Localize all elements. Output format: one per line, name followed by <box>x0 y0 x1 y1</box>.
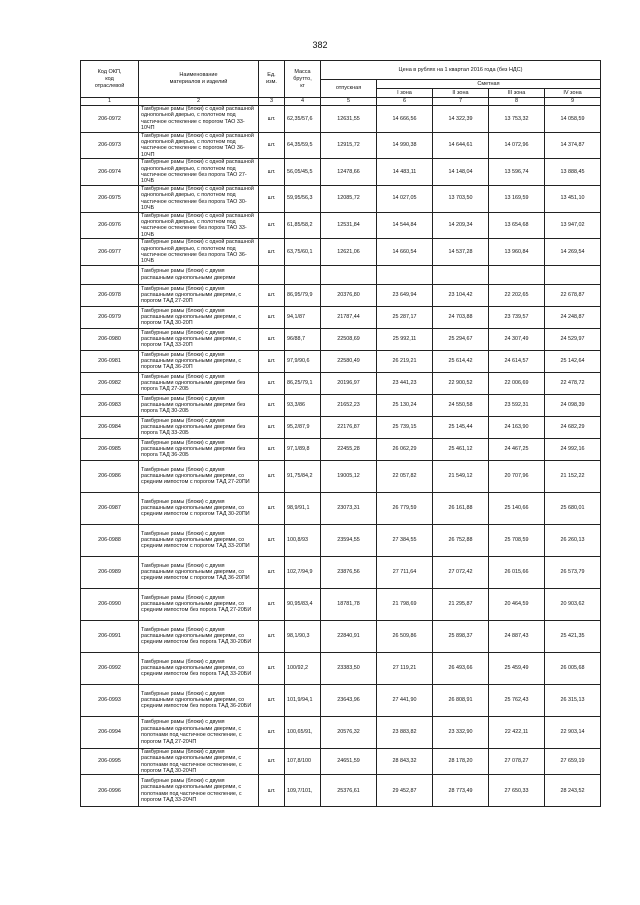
header-zone-1: I зона <box>377 89 433 98</box>
cell-zone-3: 24 887,43 <box>489 620 545 652</box>
col-number: 2 <box>139 98 259 106</box>
cell-name: Тамбурные рамы (блоки) с двумя распашными однопольными дверями, с порогом ТАД 27-20П <box>139 284 259 306</box>
cell-zone-1: 27 711,64 <box>377 556 433 588</box>
table-row <box>81 265 601 284</box>
cell-unit: шт. <box>259 106 285 133</box>
cell-zone-4 <box>545 265 601 284</box>
cell-mass: 101,9/94,1 <box>285 684 321 716</box>
cell-release-price: 19005,12 <box>321 460 377 492</box>
cell-code: 206-0988 <box>81 524 139 556</box>
cell-mass: 95,2/87,9 <box>285 416 321 438</box>
col-number: 5 <box>321 98 377 106</box>
cell-code: 206-0977 <box>81 239 139 266</box>
cell-zone-1: 14 483,11 <box>377 159 433 186</box>
cell-zone-1 <box>377 265 433 284</box>
cell-release-price: 22840,91 <box>321 620 377 652</box>
header-estimate-price: Сметная <box>377 80 601 89</box>
cell-zone-2: 23 104,42 <box>433 284 489 306</box>
cell-unit: шт. <box>259 492 285 524</box>
cell-zone-4: 24 529,97 <box>545 328 601 350</box>
cell-code: 206-0973 <box>81 132 139 159</box>
cell-zone-1: 22 057,82 <box>377 460 433 492</box>
cell-zone-3: 13 596,74 <box>489 159 545 186</box>
cell-zone-2: 14 148,04 <box>433 159 489 186</box>
cell-zone-1: 14 544,84 <box>377 212 433 239</box>
cell-code: 206-0989 <box>81 556 139 588</box>
cell-zone-1: 21 798,69 <box>377 588 433 620</box>
cell-zone-4: 25 421,35 <box>545 620 601 652</box>
cell-release-price: 22176,87 <box>321 416 377 438</box>
cell-unit: шт. <box>259 588 285 620</box>
header-release-price: отпускная <box>321 80 377 98</box>
cell-zone-4: 20 903,62 <box>545 588 601 620</box>
col-number: 6 <box>377 98 433 106</box>
cell-release-price: 21787,44 <box>321 306 377 328</box>
cell-code <box>81 265 139 284</box>
cell-zone-2: 28 773,49 <box>433 775 489 807</box>
header-zone-4: IV зона <box>545 89 601 98</box>
cell-zone-3: 13 169,59 <box>489 185 545 212</box>
cell-zone-2: 23 332,90 <box>433 716 489 748</box>
cell-unit: шт. <box>259 284 285 306</box>
cell-zone-1: 26 509,86 <box>377 620 433 652</box>
cell-zone-3: 22 422,11 <box>489 716 545 748</box>
table-row <box>81 159 601 186</box>
cell-unit: шт. <box>259 185 285 212</box>
table-row <box>81 306 601 328</box>
cell-zone-2: 26 808,91 <box>433 684 489 716</box>
cell-unit <box>259 265 285 284</box>
col-number: 9 <box>545 98 601 106</box>
cell-zone-3: 25 762,43 <box>489 684 545 716</box>
table-row <box>81 185 601 212</box>
cell-zone-1: 26 062,29 <box>377 438 433 460</box>
cell-release-price: 12915,72 <box>321 132 377 159</box>
cell-code: 206-0984 <box>81 416 139 438</box>
cell-mass: 94,1/87 <box>285 306 321 328</box>
cell-zone-1: 23 649,94 <box>377 284 433 306</box>
table-row <box>81 372 601 394</box>
cell-mass: 59,95/56,3 <box>285 185 321 212</box>
cell-zone-4: 24 248,87 <box>545 306 601 328</box>
cell-code: 206-0990 <box>81 588 139 620</box>
cell-code: 206-0987 <box>81 492 139 524</box>
cell-release-price: 22455,28 <box>321 438 377 460</box>
cell-code: 206-0993 <box>81 684 139 716</box>
cell-code: 206-0972 <box>81 106 139 133</box>
cell-code: 206-0995 <box>81 748 139 775</box>
cell-code: 206-0994 <box>81 716 139 748</box>
cell-unit: шт. <box>259 306 285 328</box>
header-zone-3: III зона <box>489 89 545 98</box>
cell-zone-3: 22 006,69 <box>489 372 545 394</box>
cell-zone-3: 27 078,27 <box>489 748 545 775</box>
cell-name: Тамбурные рамы (блоки) с двумя распашными однопольными дверями без порога ТАД 36-20Б <box>139 438 259 460</box>
table-row <box>81 106 601 133</box>
cell-zone-4: 25 142,64 <box>545 350 601 372</box>
table-row <box>81 328 601 350</box>
cell-zone-4: 22 903,14 <box>545 716 601 748</box>
cell-zone-2: 22 900,52 <box>433 372 489 394</box>
cell-zone-2 <box>433 265 489 284</box>
table-row <box>81 239 601 266</box>
cell-name: Тамбурные рамы (блоки) с одной распашной однопольной дверью, с полотном под частичное остекление без порога ТАО 27-10ЧБ <box>139 159 259 186</box>
cell-zone-3: 25 459,49 <box>489 652 545 684</box>
cell-name: Тамбурные рамы (блоки) с двумя распашными однопольными дверями без порога ТАД 27-20Б <box>139 372 259 394</box>
cell-zone-4: 14 374,87 <box>545 132 601 159</box>
page-number: 382 <box>312 40 328 50</box>
cell-mass: 100/92,2 <box>285 652 321 684</box>
cell-mass: 100,8/93 <box>285 524 321 556</box>
cell-release-price: 23594,55 <box>321 524 377 556</box>
cell-zone-2: 24 550,58 <box>433 394 489 416</box>
cell-release-price: 12531,84 <box>321 212 377 239</box>
cell-unit: шт. <box>259 239 285 266</box>
cell-name: Тамбурные рамы (блоки) с двумя распашными однопольными дверями, с полотнами под частичное остекление, с порогом ТАД 27-20ЧП <box>139 716 259 748</box>
cell-code: 206-0986 <box>81 460 139 492</box>
cell-zone-2: 25 294,67 <box>433 328 489 350</box>
cell-unit: шт. <box>259 460 285 492</box>
cell-zone-3: 13 654,68 <box>489 212 545 239</box>
cell-mass: 61,85/58,2 <box>285 212 321 239</box>
cell-unit: шт. <box>259 716 285 748</box>
cell-zone-3: 23 592,31 <box>489 394 545 416</box>
cell-zone-1: 25 130,24 <box>377 394 433 416</box>
cell-zone-1: 23 883,82 <box>377 716 433 748</box>
cell-zone-3: 26 015,66 <box>489 556 545 588</box>
table-row <box>81 492 601 524</box>
col-number: 7 <box>433 98 489 106</box>
cell-mass: 97,1/89,8 <box>285 438 321 460</box>
cell-zone-3: 20 464,59 <box>489 588 545 620</box>
cell-unit: шт. <box>259 556 285 588</box>
table-row <box>81 212 601 239</box>
cell-name: Тамбурные рамы (блоки) с двумя распашными однопольными дверями, со средним импостом без порога ТАД 27-20БИ <box>139 588 259 620</box>
table-row <box>81 652 601 684</box>
cell-mass: 102,7/94,9 <box>285 556 321 588</box>
cell-unit: шт. <box>259 652 285 684</box>
cell-code: 206-0985 <box>81 438 139 460</box>
cell-name: Тамбурные рамы (блоки) с двумя распашными однопольными дверями, со средним импостом с порогом ТАД 27-20ПИ <box>139 460 259 492</box>
cell-zone-1: 26 219,21 <box>377 350 433 372</box>
table-row <box>81 620 601 652</box>
cell-unit: шт. <box>259 416 285 438</box>
cell-unit: шт. <box>259 159 285 186</box>
cell-zone-2: 27 072,42 <box>433 556 489 588</box>
cell-zone-1: 27 441,90 <box>377 684 433 716</box>
cell-zone-4: 13 947,02 <box>545 212 601 239</box>
cell-release-price: 20196,97 <box>321 372 377 394</box>
cell-release-price: 25376,61 <box>321 775 377 807</box>
cell-zone-3: 24 307,49 <box>489 328 545 350</box>
cell-name: Тамбурные рамы (блоки) с одной распашной однопольной дверью, с полотном под частичное остекление без порога ТАО 36-10ЧБ <box>139 239 259 266</box>
cell-mass: 90,95/83,4 <box>285 588 321 620</box>
cell-release-price: 12621,06 <box>321 239 377 266</box>
cell-zone-4: 14 269,54 <box>545 239 601 266</box>
cell-code: 206-0980 <box>81 328 139 350</box>
cell-zone-2: 14 644,61 <box>433 132 489 159</box>
cell-name: Тамбурные рамы (блоки) с двумя распашными однопольными дверями, со средним импостом без порога ТАД 30-20БИ <box>139 620 259 652</box>
cell-zone-2: 26 493,66 <box>433 652 489 684</box>
cell-mass: 86,95/79,9 <box>285 284 321 306</box>
cell-zone-2: 28 178,20 <box>433 748 489 775</box>
table-row <box>81 588 601 620</box>
cell-name: Тамбурные рамы (блоки) с двумя распашными однопольными дверями, с порогом ТАД 30-20П <box>139 306 259 328</box>
cell-release-price: 18781,78 <box>321 588 377 620</box>
cell-release-price: 12631,55 <box>321 106 377 133</box>
cell-zone-1: 14 666,56 <box>377 106 433 133</box>
table-header <box>81 61 601 106</box>
col-number: 1 <box>81 98 139 106</box>
cell-code: 206-0976 <box>81 212 139 239</box>
cell-unit: шт. <box>259 524 285 556</box>
cell-mass: 56,05/45,5 <box>285 159 321 186</box>
cell-name: Тамбурные рамы (блоки) с одной распашной однопольной дверью, с полотном под частичное остекление без порога ТАО 30-10ЧБ <box>139 185 259 212</box>
cell-name: Тамбурные рамы (блоки) с двумя распашными однопольными дверями, с порогом ТАД 36-20П <box>139 350 259 372</box>
header-zone-2: II зона <box>433 89 489 98</box>
cell-zone-4: 13 888,45 <box>545 159 601 186</box>
col-number: 3 <box>259 98 285 106</box>
cell-zone-3: 20 707,96 <box>489 460 545 492</box>
cell-code: 206-0991 <box>81 620 139 652</box>
cell-zone-1: 27 119,21 <box>377 652 433 684</box>
cell-mass: 63,75/60,1 <box>285 239 321 266</box>
cell-name: Тамбурные рамы (блоки) с двумя распашными однопольными дверями, со средним импостом с порогом ТАД 36-20ПИ <box>139 556 259 588</box>
cell-zone-2: 14 322,39 <box>433 106 489 133</box>
cell-release-price: 24651,59 <box>321 748 377 775</box>
cell-zone-4: 22 678,87 <box>545 284 601 306</box>
cell-code: 206-0974 <box>81 159 139 186</box>
cell-zone-3: 22 202,65 <box>489 284 545 306</box>
cell-zone-4: 24 098,39 <box>545 394 601 416</box>
cell-zone-2: 25 145,44 <box>433 416 489 438</box>
cell-mass: 97,9/90,6 <box>285 350 321 372</box>
cell-code: 206-0983 <box>81 394 139 416</box>
cell-name: Тамбурные рамы (блоки) с двумя распашными однопольными дверями, со средним импостом без порога ТАД 36-20БИ <box>139 684 259 716</box>
cell-zone-2: 25 461,12 <box>433 438 489 460</box>
header-code: Код ОКП, код отраслевой <box>81 61 139 98</box>
header-unit: Ед. изм. <box>259 61 285 98</box>
cell-zone-1: 14 990,38 <box>377 132 433 159</box>
cell-code: 206-0996 <box>81 775 139 807</box>
cell-zone-1: 27 384,55 <box>377 524 433 556</box>
cell-release-price: 23073,31 <box>321 492 377 524</box>
cell-zone-4: 28 243,52 <box>545 775 601 807</box>
cell-name: Тамбурные рамы (блоки) с двумя распашными однопольными дверями без порога ТАД 30-20Б <box>139 394 259 416</box>
table-row <box>81 460 601 492</box>
cell-code: 206-0975 <box>81 185 139 212</box>
cell-zone-3 <box>489 265 545 284</box>
cell-unit: шт. <box>259 684 285 716</box>
cell-mass: 100,65/91, <box>285 716 321 748</box>
header-name: Наименование материалов и изделий <box>139 61 259 98</box>
cell-code: 206-0979 <box>81 306 139 328</box>
cell-mass: 93,3/86 <box>285 394 321 416</box>
header-mass: Масса брутто, кг <box>285 61 321 98</box>
table-row <box>81 716 601 748</box>
cell-zone-3: 24 163,90 <box>489 416 545 438</box>
table-row <box>81 350 601 372</box>
cell-unit: шт. <box>259 328 285 350</box>
cell-name: Тамбурные рамы (блоки) с двумя распашными однопольными дверями, с порогом ТАД 33-20П <box>139 328 259 350</box>
cell-zone-4: 21 152,22 <box>545 460 601 492</box>
cell-zone-4: 22 478,72 <box>545 372 601 394</box>
cell-name: Тамбурные рамы (блоки) с двумя распашными однопольными дверями <box>139 265 259 284</box>
cell-unit: шт. <box>259 775 285 807</box>
table-row <box>81 775 601 807</box>
price-table <box>80 60 601 807</box>
table-row <box>81 394 601 416</box>
cell-zone-4: 27 659,19 <box>545 748 601 775</box>
cell-zone-1: 28 843,32 <box>377 748 433 775</box>
cell-zone-4: 26 260,13 <box>545 524 601 556</box>
cell-zone-1: 25 992,11 <box>377 328 433 350</box>
cell-zone-2: 25 614,42 <box>433 350 489 372</box>
cell-zone-3: 27 650,33 <box>489 775 545 807</box>
cell-unit: шт. <box>259 372 285 394</box>
table-row <box>81 132 601 159</box>
cell-name: Тамбурные рамы (блоки) с двумя распашными однопольными дверями, с полотнами под частичное остекление, с порогом ТАД 30-20ЧП <box>139 748 259 775</box>
cell-code: 206-0982 <box>81 372 139 394</box>
cell-code: 206-0978 <box>81 284 139 306</box>
cell-zone-1: 14 660,54 <box>377 239 433 266</box>
cell-mass <box>285 265 321 284</box>
cell-zone-3: 13 960,84 <box>489 239 545 266</box>
cell-release-price: 23643,96 <box>321 684 377 716</box>
col-number: 4 <box>285 98 321 106</box>
cell-name: Тамбурные рамы (блоки) с двумя распашными однопольными дверями, с полотнами под частичное остекление, с порогом ТАД 33-20ЧП <box>139 775 259 807</box>
cell-unit: шт. <box>259 620 285 652</box>
cell-release-price: 20376,80 <box>321 284 377 306</box>
cell-zone-1: 25 739,15 <box>377 416 433 438</box>
cell-zone-3: 25 140,66 <box>489 492 545 524</box>
table-row <box>81 284 601 306</box>
cell-mass: 64,35/59,5 <box>285 132 321 159</box>
cell-zone-4: 14 058,59 <box>545 106 601 133</box>
cell-code: 206-0992 <box>81 652 139 684</box>
cell-zone-1: 14 027,05 <box>377 185 433 212</box>
cell-zone-2: 14 209,34 <box>433 212 489 239</box>
cell-unit: шт. <box>259 350 285 372</box>
cell-release-price: 22580,49 <box>321 350 377 372</box>
cell-mass: 86,25/79,1 <box>285 372 321 394</box>
table-row <box>81 556 601 588</box>
cell-release-price: 23876,56 <box>321 556 377 588</box>
table-row <box>81 684 601 716</box>
table-body <box>81 106 601 807</box>
cell-zone-4: 24 992,16 <box>545 438 601 460</box>
cell-zone-2: 24 703,88 <box>433 306 489 328</box>
cell-mass: 98,9/91,1 <box>285 492 321 524</box>
cell-name: Тамбурные рамы (блоки) с двумя распашными однопольными дверями без порога ТАД 33-20Б <box>139 416 259 438</box>
cell-unit: шт. <box>259 394 285 416</box>
cell-release-price <box>321 265 377 284</box>
table-row <box>81 748 601 775</box>
cell-zone-3: 24 614,57 <box>489 350 545 372</box>
cell-release-price: 20576,32 <box>321 716 377 748</box>
table-row <box>81 438 601 460</box>
cell-zone-1: 25 287,17 <box>377 306 433 328</box>
cell-unit: шт. <box>259 212 285 239</box>
cell-release-price: 21652,23 <box>321 394 377 416</box>
cell-release-price: 12478,66 <box>321 159 377 186</box>
cell-zone-4: 26 005,68 <box>545 652 601 684</box>
cell-mass: 62,35/57,6 <box>285 106 321 133</box>
cell-zone-2: 26 161,88 <box>433 492 489 524</box>
cell-zone-2: 21 549,12 <box>433 460 489 492</box>
cell-zone-2: 26 752,88 <box>433 524 489 556</box>
cell-zone-3: 23 739,57 <box>489 306 545 328</box>
cell-release-price: 23383,50 <box>321 652 377 684</box>
cell-zone-4: 26 315,13 <box>545 684 601 716</box>
cell-zone-1: 23 441,23 <box>377 372 433 394</box>
cell-zone-3: 13 753,32 <box>489 106 545 133</box>
cell-unit: шт. <box>259 132 285 159</box>
cell-release-price: 12085,72 <box>321 185 377 212</box>
cell-zone-3: 14 072,96 <box>489 132 545 159</box>
cell-name: Тамбурные рамы (блоки) с одной распашной однопольной дверью, с полотном под частичное остекление с порогом ТАО 36-10ЧП <box>139 132 259 159</box>
cell-zone-2: 14 537,28 <box>433 239 489 266</box>
header-price-title: Цена в рублях на 1 квартал 2016 года (без НДС) <box>321 61 601 80</box>
cell-code: 206-0981 <box>81 350 139 372</box>
cell-mass: 91,75/84,2 <box>285 460 321 492</box>
cell-name: Тамбурные рамы (блоки) с двумя распашными однопольными дверями, со средним импостом с порогом ТАД 30-20ПИ <box>139 492 259 524</box>
cell-zone-4: 26 573,79 <box>545 556 601 588</box>
cell-zone-1: 26 779,59 <box>377 492 433 524</box>
cell-zone-3: 25 708,59 <box>489 524 545 556</box>
cell-zone-2: 25 898,37 <box>433 620 489 652</box>
cell-unit: шт. <box>259 438 285 460</box>
col-number: 8 <box>489 98 545 106</box>
cell-zone-4: 25 680,01 <box>545 492 601 524</box>
cell-zone-4: 24 682,29 <box>545 416 601 438</box>
cell-unit: шт. <box>259 748 285 775</box>
cell-zone-2: 21 295,87 <box>433 588 489 620</box>
table-row <box>81 416 601 438</box>
cell-zone-4: 13 451,10 <box>545 185 601 212</box>
cell-name: Тамбурные рамы (блоки) с одной распашной однопольной дверью, с полотном под частичное остекление без порога ТАО 33-10ЧБ <box>139 212 259 239</box>
cell-zone-3: 24 467,25 <box>489 438 545 460</box>
cell-zone-1: 29 452,87 <box>377 775 433 807</box>
cell-mass: 107,8/100 <box>285 748 321 775</box>
cell-mass: 98,1/90,3 <box>285 620 321 652</box>
cell-name: Тамбурные рамы (блоки) с одной распашной однопольной дверью, с полотном под частичное остекление с порогом ТАО 33-10ЧП <box>139 106 259 133</box>
cell-zone-2: 13 703,50 <box>433 185 489 212</box>
cell-name: Тамбурные рамы (блоки) с двумя распашными однопольными дверями, со средним импостом с порогом ТАД 33-20ПИ <box>139 524 259 556</box>
cell-mass: 109,7/101, <box>285 775 321 807</box>
table-row <box>81 524 601 556</box>
cell-name: Тамбурные рамы (блоки) с двумя распашными однопольными дверями, со средним импостом без порога ТАД 33-20БИ <box>139 652 259 684</box>
cell-release-price: 22508,69 <box>321 328 377 350</box>
cell-mass: 96/88,7 <box>285 328 321 350</box>
